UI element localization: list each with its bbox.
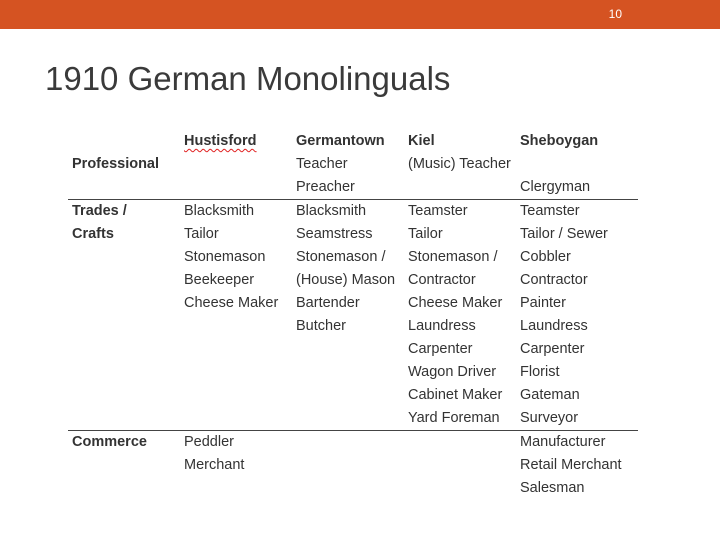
table-cell: Stonemason — [184, 249, 266, 265]
table-cell: Cabinet Maker — [408, 387, 503, 403]
category-cell — [68, 384, 180, 407]
table-cell: Surveyor — [520, 410, 579, 426]
table-cell: Seamstress — [296, 226, 373, 242]
category-cell — [68, 454, 180, 477]
category-cell — [68, 176, 180, 200]
table-cell — [292, 477, 404, 500]
table-cell — [404, 477, 516, 500]
table-cell: Beekeeper — [184, 272, 255, 288]
table-row — [68, 269, 638, 292]
table-cell — [404, 431, 516, 455]
table-cell — [180, 407, 292, 431]
table-cell: Yard Foreman — [408, 410, 500, 426]
header-cell-sheboygan: Sheboygan — [520, 133, 599, 149]
header-cell-kiel: Kiel — [408, 133, 435, 149]
slide-title: 1910 German Monolinguals — [45, 60, 451, 97]
table-body — [68, 153, 638, 500]
slide-number: 10 — [608, 7, 622, 21]
table-cell: Cobbler — [520, 249, 571, 265]
table-row — [68, 477, 638, 500]
table-row — [68, 407, 638, 431]
header-cell-category — [68, 130, 180, 153]
table-cell: Laundress — [408, 318, 476, 334]
table-cell — [180, 384, 292, 407]
header-hustisford-label: Hustisford — [184, 133, 257, 149]
table-row — [68, 176, 638, 200]
table-cell — [180, 361, 292, 384]
table-cell — [292, 361, 404, 384]
table-cell: Painter — [520, 295, 566, 311]
table-row — [68, 200, 638, 224]
table-row — [68, 361, 638, 384]
table-cell — [180, 338, 292, 361]
table-cell: Teamster — [516, 200, 638, 224]
table-cell: Tailor — [408, 226, 443, 242]
category-cell — [68, 246, 180, 269]
table-cell: Contractor — [520, 272, 588, 288]
table-cell: Blacksmith — [292, 200, 404, 224]
category-cell — [68, 292, 180, 315]
table-cell: Butcher — [296, 318, 346, 334]
table-cell: Salesman — [520, 480, 585, 496]
category-cell: Crafts — [72, 226, 114, 242]
header-cell-hustisford — [180, 130, 292, 153]
table-row — [68, 431, 638, 455]
table-cell: Peddler — [180, 431, 292, 455]
table-cell: (House) Mason — [296, 272, 396, 288]
category-cell — [68, 477, 180, 500]
table-cell: Florist — [520, 364, 560, 380]
header-cell-germantown: Germantown — [296, 133, 385, 149]
table-cell: Stonemason / — [296, 249, 386, 265]
table-cell: Carpenter — [520, 341, 585, 357]
table-header-row — [68, 130, 638, 153]
table-cell: Cheese Maker — [184, 295, 279, 311]
category-cell — [68, 269, 180, 292]
table-cell — [292, 338, 404, 361]
table-cell: Carpenter — [408, 341, 473, 357]
table-row — [68, 454, 638, 477]
table-cell: Retail Merchant — [520, 457, 622, 473]
table-cell — [180, 477, 292, 500]
table-cell — [516, 153, 638, 176]
table-row — [68, 223, 638, 246]
table-cell: Teacher — [296, 156, 348, 172]
table-row — [68, 246, 638, 269]
table-cell: Wagon Driver — [408, 364, 497, 380]
table-row — [68, 338, 638, 361]
table-cell: Blacksmith — [180, 200, 292, 224]
category-cell — [68, 338, 180, 361]
table-cell — [180, 315, 292, 338]
category-cell: Professional — [72, 156, 160, 172]
table-cell — [292, 384, 404, 407]
category-cell: Trades / — [68, 200, 180, 224]
table-cell: Laundress — [520, 318, 588, 334]
table-cell: Manufacturer — [516, 431, 638, 455]
table-row — [68, 384, 638, 407]
table-row — [68, 315, 638, 338]
table-cell — [292, 431, 404, 455]
table-cell — [404, 454, 516, 477]
table-row — [68, 292, 638, 315]
table-cell — [292, 454, 404, 477]
occupation-table — [68, 130, 638, 500]
table-cell: Merchant — [184, 457, 245, 473]
table-cell — [404, 176, 516, 200]
table-cell — [180, 153, 292, 176]
table-cell: Bartender — [296, 295, 360, 311]
table-cell — [180, 176, 292, 200]
category-cell — [68, 407, 180, 431]
table-cell: Stonemason / — [408, 249, 498, 265]
top-accent-bar — [0, 0, 720, 29]
table-cell — [292, 407, 404, 431]
table-cell: Teamster — [404, 200, 516, 224]
table-row — [68, 153, 638, 176]
table-cell: (Music) Teacher — [408, 156, 511, 172]
table-cell: Clergyman — [520, 179, 591, 195]
category-cell — [68, 315, 180, 338]
table-cell: Gateman — [520, 387, 580, 403]
category-cell: Commerce — [68, 431, 180, 455]
table-cell: Tailor / Sewer — [520, 226, 608, 242]
table-cell: Contractor — [408, 272, 476, 288]
table-cell: Preacher — [296, 179, 355, 195]
table-cell: Cheese Maker — [408, 295, 503, 311]
category-cell — [68, 361, 180, 384]
table-cell: Tailor — [184, 226, 219, 242]
